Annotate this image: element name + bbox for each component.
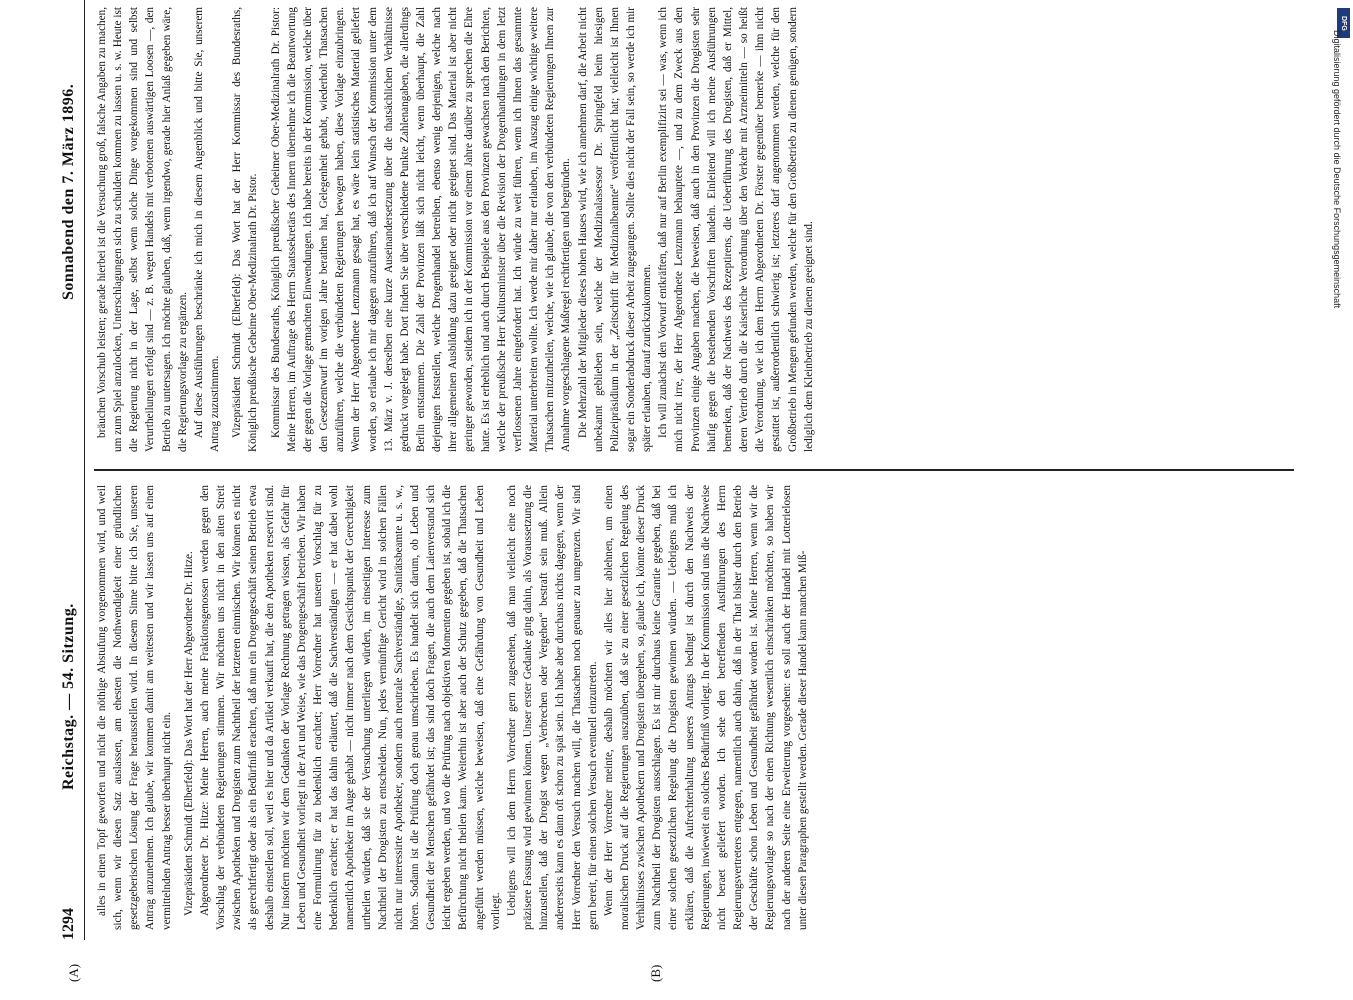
- paragraph: Vizepräsident Schmidt (Elberfeld): Das Wort hat der Herr Abgeordnete Dr. Hitze.: [182, 551, 195, 916]
- rotated-newspaper-page: [58, 0, 1298, 982]
- paragraph: Uebrigens will ich dem Herrn Vorredner gern zugestehen, daß man vielleicht eine noch präzisere Fassung wird gewinnen können. Unser erster Gedanke ging dahin, als Voraussetzung die hinzustellen, daß der Drogist wegen „Verbrechen oder Vergehen“ bestraft sein muß. Allein andererseits kann es dann oft schon zu spät sein. Ich habe aber durchaus nichts dagegen, wenn der Herr Vorredner den Versuch machen will, die Thatsachen noch genauer zu umgrenzen. Wir sind gern bereit, für einen solchen Versuch eventuell einzutreten.: [505, 485, 599, 930]
- paragraph: Kommissar des Bundesraths, Königlich preußischer Geheimer Ober-Medizinalrath Dr. Pistor: Meine Herren, im Auftrage des Herrn Staatssekretärs des Innern übernehme ich die Beantwortung der gegen die Vorlage gemachten Einwendungen. Ich habe bereits in der Kommission, welche über den Gesetzentwurf im vorigen Jahre berathen hat, Gelegenheit gehabt, wiederholt Thatsachen anzuführen, welche die verbündeten Regierungen bewogen haben, diese Vorlage einzubringen. Wenn der Herr Abgeordnete Lenzmann gesagt hat, es wäre kein statistisches Material geliefert worden, so erlaube ich mir dagegen anzuführen, daß ich auf Wunsch der Kommission unter dem 13. März v. J. derselben eine kurze Auseinandersetzung über die thatsächlichen Verhältnisse gedruckt vorgelegt habe. Dort finden Sie über verschiedene Punkte Zahlenangaben, die allerdings Berlin entstammen. Die Zahl der Provinzen läßt sich nicht leicht, wenn überhaupt, die Zahl derjenigen feststellen, welche Drogenhandel betreiben, ebenso wenig derjenigen, welche nach ihrer allgemeinen Ausbildung dazu geeignet oder nicht geeignet sind. Das Material ist aber nicht geringer geworden, seitdem ich in der Kommission vor einem Jahre darüber zu sprechen die Ehre hatte. Es ist erheblich und auch durch Beispiele aus den Provinzen gewachsen nach den Berichten, welche der preußische Herr Kultusminister über die Revision der Drogenhandlungen in dem letzt verflossenen Jahre eingefordert hat. Ich würde zu weit führen, wenn ich Ihnen das gesammte Material unterbreiten wollte. Ich werde mir daher nur erlauben, im Auszug einige wichtige weitere Thatsachen mitzutheilen, welche, wie ich glaube, die von den verbündeten Regierungen Ihnen zur Annahme vorgeschlagene Maßregel rechtfertigen und begründen.: [269, 7, 573, 452]
- right-running-head: Sonnabend den 7. März 1896.: [60, 83, 77, 300]
- column-divider: [94, 469, 1294, 471]
- paragraph: Abgeordneter Dr. Hitze: Meine Herren, auch meine Fraktionsgenossen werden gegen den Vorschlag der verbündeten Regierungen stimmen. Wir möchten uns nicht in den alten Streit zwischen Apotheken und Drogisten zum Nachtheil der letzteren einmischen. Wir können es nicht als gerechtfertigt oder als ein Bedürfniß erachten, daß nun ein Drogengeschäft seinen Betrieb etwa deshalb einstellen soll, weil es hier und da Artikel verkauft hat, die den Apotheken reservirt sind. Nur insofern möchten wir dem Gedanken der Vorlage Rechnung getragen wissen, als Gefahr für Leben und Gesundheit vorliegt in der Art und Weise, wie das Drogengeschäft betrieben. Wir haben eine Formulirung für zu bedenklich erachtet; Herr Vorredner hat unseren Vorschlag für zu bedenklich erachtet; er hat das dahin erläutert, daß die Sachverständigen — er hat dabei wohl namentlich Apotheker im Auge gehabt — nicht immer nach dem Gesichtspunkt der Gerechtigkeit urtheilen würden, daß sie der Versuchung unterliegen würden, im einseitigen Interesse zum Nachtheil der Drogisten zu entscheiden. Nun, jedes vernünftige Gericht wird in solchen Fällen nicht nur interessirte Apotheker, sondern auch neutrale Sachverständige, Sanitätsbeamte u. s. w., hören. Sodann ist die Prüfung doch genau umschrieben. Es handelt sich darum, ob Leben und Gesundheit der Menschen gefährdet ist; das sind doch Fragen, die auch dem Laienverstand sich leicht ergeben werden, und wo die Prüfung nach objektiven Momenten gegeben ist, sobald ich die Befürchtung nicht theilen kann. Weiterhin ist aber auch der Schutz gegeben, daß die Thatsachen angeführt werden müssen, welche beweisen, daß eine Gefährdung von Gesundheit und Leben vorliegt.: [198, 485, 502, 930]
- margin-mark-b: (B): [648, 964, 663, 982]
- paragraph: Wenn der Herr Vorredner meinte, deshalb möchten wir alles hier ablehnen, um einen moralischen Druck auf die Regierungen auszuüben, daß sie zu einer gesetzlichen Regelung des Verhältnisses zwischen Apothekern und Drogisten übergehen, so, glaube ich, könnte dieser Druck zum Nachtheil der Drogisten ausschlagen. Es ist mir durchaus keine Garantie gegeben, daß bei einer solchen gesetzlichen Regelung die Drogisten gewinnen würden. — Uebrigens muß ich erklären, daß die Aufrechterhaltung unseres Antrags bedingt ist durch den Nachweis der Regierungen, inwieweit ein solches Bedürfniß vorliegt. In der Kommission sind uns die Nachweise nicht beraet geliefert worden. Ich sehe den betreffenden Ausführungen des Herrn Regierungsvertreters entgegen, namentlich auch dahin, daß in der That bisher durch den Betrieb der Geschäfte schon Leben und Gesundheit gefährdet worden ist. Meine Herren, wenn wir die Regierungsvorlage so nach der einen Richtung wesentlich einschränken möchten, so haben wir nach der anderen Seite eine Erweiterung vorgesehen: es soll auch der Handel mit Lotterielosen unter diesen Paragraphen gestellt werden. Gerade dieser Handel kann manchen Miß-: [602, 485, 809, 930]
- header-rule: [84, 0, 85, 940]
- running-head: [58, 0, 86, 940]
- paragraph: alles in einen Topf geworfen und nicht die nöthige Abstufung vorgenommen wird, und weil sich, wenn wir diesen Satz auslassen, am ehesten die Nothwendigkeit einer gründlichen gesetzgeberischen Lösung der Frage herausstellen wird. In diesem Sinne bitte ich Sie, unseren Antrag anzunehmen. Ich glaube, wir kommen damit am weitesten und wir lassen uns auf einen vermittelnden Antrag besser überhaupt nicht ein.: [96, 485, 173, 930]
- dfg-logo-icon: DFG: [1337, 8, 1350, 38]
- paragraph: Die Mehrzahl der Mitglieder dieses hohen Hauses wird, wie ich annehmen darf, die Arbeit nicht unbekannt geblieben sein, welche der Medizinalassessor Dr. Springfeld beim hiesigen Polizeipräsidium in der „Zeitschrift für Medizinalbeamte“ veröffentlicht hat; vielleicht ist Ihnen sogar ein Sonderabdruck dieser Arbeit zugegangen. Sollte dies nicht der Fall sein, so werde ich mir später erlauben, darauf zurückzukommen.: [576, 7, 654, 452]
- paragraph: Vizepräsident Schmidt (Elberfeld): Das Wort hat der Herr Kommissar des Bundesraths, Königlich preußische Geheime Ober-Medizinalrath Dr. Pistor.: [231, 7, 260, 452]
- paragraph: Ich will zunächst den Vorwurf entkräften, daß nur auf Berlin exemplifizirt sei — was, wenn ich mich nicht irre, der Herr Abgeordnete Lenzmann behauptete —, und zu dem Zweck aus den Provinzen einige Angaben machen, die beweisen, daß auch in den Provinzen die Drogisten sehr häufig gegen die bestehenden Vorschriften handeln. Einleitend will ich meine Ausführungen bemerken, daß der Nachweis des Rezeptirens, die Ueberführung des Drogisten, daß er Mittel, deren Vertrieb durch die Kaiserliche Verordnung über den Verkehr mit Arzneimitteln — so heißt die Verordnung, wie ich dem Herrn Abgeordneten Dr. Förster gegenüber bemerke — ihm nicht gestattet ist, außerordentlich schwierig ist; letzteres darf angenommen werden, welche für den Großbetrieb in Mengen gefunden werden, welche für den Großbetrieb zu dienen genügen, sondern lediglich dem Kleinbetrieb zu dienen geeignet sind.: [657, 7, 815, 452]
- margin-mark-a: (A): [66, 963, 81, 982]
- paragraph: bräuchen Vorschub leisten; gerade hierbei ist die Versuchung groß, falsche Angaben zu machen, um zum Spiel anzulocken, Unterschlagungen sich zu schulden kommen zu lassen u. s. w. Heute ist die Regierung nicht in der Lage, selbst wenn solche Dinge vorgekommen sind und selbst Verurtheilungen erfolgt sind — z. B. wegen Handels mit verbotenen auswärtigen Loosen —, den Betrieb zu untersagen. Ich möchte glauben, daß, wenn irgendwo, gerade hier Anlaß gegeben wäre, die Regierungsvorlage zu ergänzen.: [96, 7, 189, 452]
- paragraph: Auf diese Ausführungen beschränke ich mich in diesem Augenblick und bitte Sie, unserem Antrag zuzustimmen.: [192, 7, 222, 452]
- page-number: 1294: [60, 908, 77, 940]
- digitization-credit-text: Digitalisierung gefördert durch die Deutsche Forschungsgemeinschaft: [1332, 30, 1342, 309]
- left-text-column: [94, 485, 1294, 930]
- left-running-head: Reichstag. — 54. Sitzung.: [60, 603, 77, 790]
- right-text-column: [94, 7, 1294, 452]
- digitization-credit: [1324, 30, 1346, 990]
